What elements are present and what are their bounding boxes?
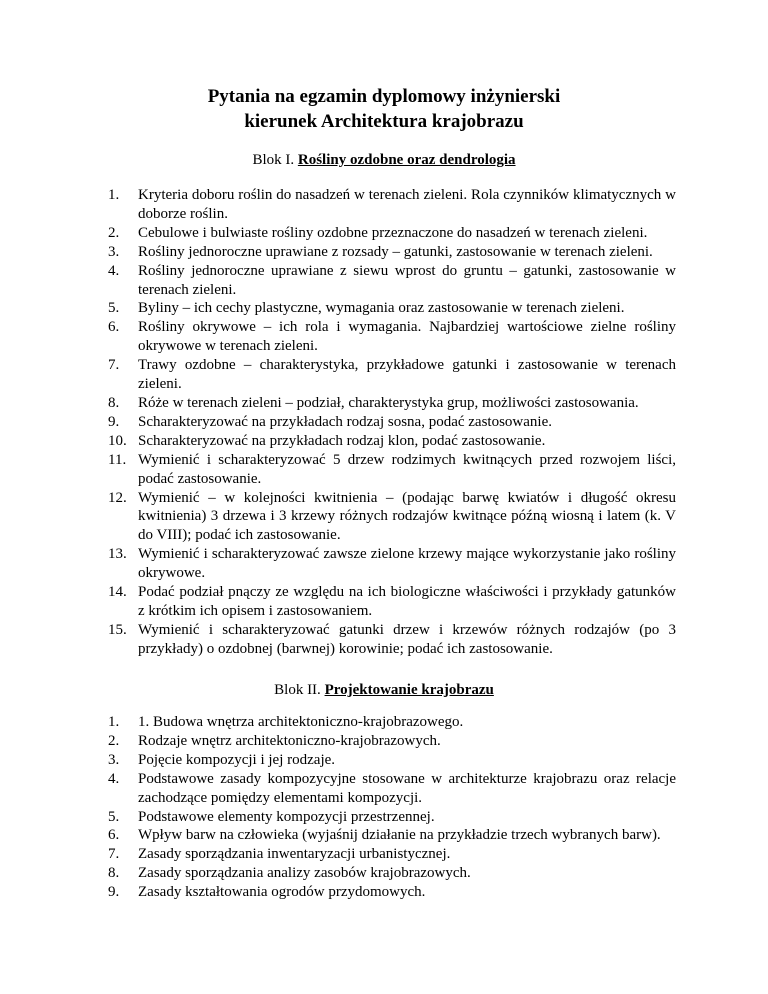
question-item (108, 224, 676, 243)
question-text: Wymienić i scharakteryzować 5 drzew rodzimych kwitnących przed rozwojem liści, podać zastosowanie. (138, 451, 676, 487)
question-item (108, 186, 676, 224)
question-text: Podać podział pnączy ze względu na ich biologiczne właściwości i przykłady gatunków z krótkim ich opisem i zastosowaniem. (138, 584, 676, 619)
question-number: 8. (108, 394, 120, 411)
question-number: 2. (108, 224, 120, 241)
question-number: 9. (108, 884, 120, 901)
block-2-prefix: Blok II. (274, 682, 325, 698)
block-2-heading (0, 681, 768, 699)
question-text: Rodzaje wnętrz architektoniczno-krajobrazowych. (138, 732, 441, 749)
question-item (108, 243, 676, 262)
document-title-line-1: Pytania na egzamin dyplomowy inżynierski (207, 86, 561, 107)
block-2-name: Projektowanie krajobrazu (324, 682, 494, 698)
question-text: Rośliny jednoroczne uprawiane z siewu wprost do gruntu – gatunki, zastosowanie w terenach zieleni. (138, 262, 676, 298)
question-number: 6. (108, 827, 120, 844)
question-number: 12. (108, 489, 127, 506)
question-text: Cebulowe i bulwiaste rośliny ozdobne przeznaczone do nasadzeń w terenach zieleni. (138, 224, 648, 241)
question-item (108, 732, 676, 751)
question-text: Pojęcie kompozycji i jej rodzaje. (138, 751, 336, 768)
question-number: 3. (108, 243, 120, 260)
question-item (108, 751, 676, 770)
question-item (108, 808, 676, 827)
question-item (108, 394, 676, 413)
question-number: 7. (108, 357, 120, 374)
question-number: 3. (108, 751, 120, 768)
question-text: Wymienić – w kolejności kwitnienia – (podając barwę kwiatów i długość okresu kwitnienia) 3 drzewa i 3 krzewy różnych rodzajów kwitnące późną wiosną i latem (k. V do VIII); podać ich zastosowanie. (138, 489, 676, 544)
question-item (108, 770, 676, 808)
question-item (108, 826, 676, 845)
question-number: 5. (108, 300, 120, 317)
question-number: 14. (108, 584, 127, 601)
question-number: 7. (108, 846, 120, 863)
question-text: Zasady sporządzania analizy zasobów krajobrazowych. (138, 865, 471, 882)
block-1-name: Rośliny ozdobne oraz dendrologia (297, 152, 516, 168)
question-text: Podstawowe zasady kompozycyjne stosowane w architekturze krajobrazu oraz relacje zachodzące pomiędzy elementami kompozycji. (138, 770, 676, 806)
question-number: 5. (108, 808, 120, 825)
question-item (108, 489, 676, 546)
question-number: 6. (108, 319, 120, 336)
question-item (108, 545, 676, 583)
question-number: 4. (108, 770, 120, 787)
question-item (108, 413, 676, 432)
question-text: Wymienić i scharakteryzować zawsze zielone krzewy mające wykorzystanie jako rośliny okrywowe. (138, 546, 676, 582)
question-item (108, 583, 676, 621)
question-number: 15. (108, 621, 127, 638)
question-text: Rośliny jednoroczne uprawiane z rozsady – gatunki, zastosowanie w terenach zieleni. (138, 243, 653, 260)
question-item (108, 621, 676, 659)
question-text: Wymienić i scharakteryzować gatunki drzew i krzewów różnych rodzajów (po 3 przykłady) o ozdobnej (barwnej) korowinie; podać ich zastosowanie. (138, 621, 676, 657)
question-text: Scharakteryzować na przykładach rodzaj sosna, podać zastosowanie. (138, 413, 552, 430)
question-number: 1. (108, 714, 120, 730)
block-1-question-list (108, 186, 676, 659)
question-text: Róże w terenach zieleni – podział, charakterystyka grup, możliwości zastosowania. (138, 394, 639, 411)
question-text: Scharakteryzować na przykładach rodzaj klon, podać zastosowanie. (138, 432, 546, 449)
question-item (108, 262, 676, 300)
question-item (108, 883, 676, 902)
question-number: 11. (108, 451, 127, 468)
block-1-prefix: Blok I. (252, 152, 298, 168)
question-item (108, 845, 676, 864)
question-item (108, 713, 676, 732)
question-number: 1. (108, 187, 120, 203)
block-1-heading (0, 151, 768, 169)
question-number: 4. (108, 262, 120, 279)
question-number: 9. (108, 413, 120, 430)
question-item (108, 432, 676, 451)
question-text: Kryteria doboru roślin do nasadzeń w terenach zieleni. Rola czynników klimatycznych w doborze roślin. (138, 187, 676, 222)
question-text: 1. Budowa wnętrza architektoniczno-krajobrazowego. (138, 714, 464, 730)
question-text: Byliny – ich cechy plastyczne, wymagania oraz zastosowanie w terenach zieleni. (138, 300, 625, 317)
question-item (108, 299, 676, 318)
question-number: 8. (108, 865, 120, 882)
question-text: Podstawowe elementy kompozycji przestrzennej. (138, 808, 435, 825)
block-2-question-list (108, 713, 676, 902)
document-title-line-2: kierunek Architektura krajobrazu (244, 111, 524, 132)
question-text: Trawy ozdobne – charakterystyka, przykładowe gatunki i zastosowanie w terenach zieleni. (138, 357, 676, 393)
question-item (108, 356, 676, 394)
question-item (108, 864, 676, 883)
question-number: 10. (108, 432, 127, 449)
question-text: Zasady sporządzania inwentaryzacji urbanistycznej. (138, 846, 451, 863)
question-text: Zasady kształtowania ogrodów przydomowych. (138, 884, 426, 901)
question-text: Wpływ barw na człowieka (wyjaśnij działanie na przykładzie trzech wybranych barw). (138, 827, 661, 844)
question-number: 2. (108, 732, 120, 749)
question-item (108, 318, 676, 356)
question-item (108, 451, 676, 489)
question-text: Rośliny okrywowe – ich rola i wymagania. Najbardziej wartościowe zielne rośliny okrywowe w terenach zieleni. (138, 319, 676, 355)
question-number: 13. (108, 546, 127, 563)
